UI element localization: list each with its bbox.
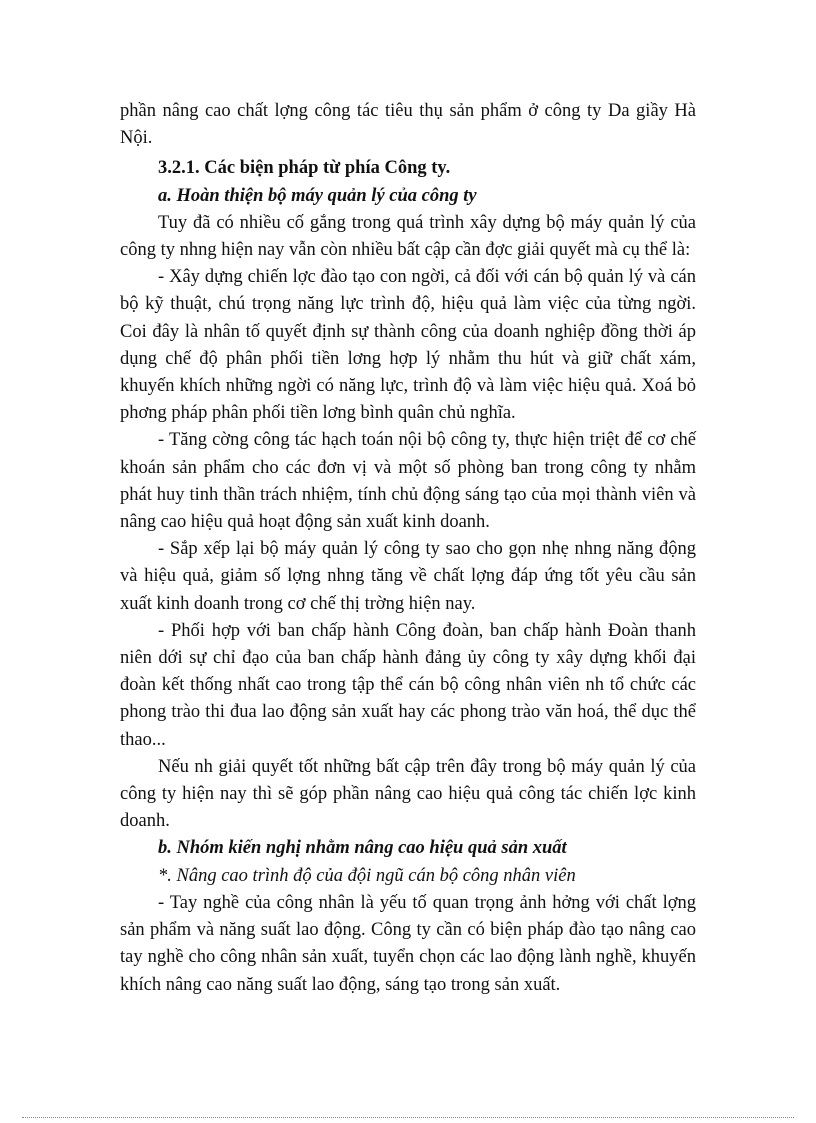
subsection-a-heading: a. Hoàn thiện bộ máy quản lý của công ty [158, 185, 477, 206]
subsection-b-subheading: *. Nâng cao trình độ của đội ngũ cán bộ công nhân viên [158, 865, 576, 886]
paragraph: - Tay nghề của công nhân là yếu tố quan trọng ảnh hởng với chất lợng sản phẩm và năng suất lao động. Công ty cần có biện pháp đào tạo nâng cao tay nghề cho công nhân sản xuất, tuyển chọn các lao động lành nghề, khuyến khích nâng cao năng suất lao động, sáng tạo trong sản xuất. [120, 892, 696, 995]
document-page [120, 98, 696, 999]
paragraph: - Tăng cờng công tác hạch toán nội bộ công ty, thực hiện triệt để cơ chế khoán sản phẩm cho các đơn vị và một số phòng ban trong công ty nhằm phát huy tinh thần trách nhiệm, tính chủ động sáng tạo của mọi thành viên và nâng cao hiệu quả hoạt động sản xuất kinh doanh. [120, 430, 696, 533]
paragraph: - Phối hợp với ban chấp hành Công đoàn, ban chấp hành Đoàn thanh niên dới sự chỉ đạo của ban chấp hành đảng ủy công ty xây dựng khối đại đoàn kết thống nhất cao trong tập thể cán bộ công nhân viên nh tổ chức các phong trào thi đua lao động sản xuất hay các phong trào văn hoá, thể dục thể thao... [120, 620, 696, 750]
intro-continuation-paragraph: phần nâng cao chất lợng công tác tiêu thụ sản phẩm ở công ty Da giầy Hà Nội. [120, 101, 696, 149]
subsection-b-heading: b. Nhóm kiến nghị nhằm nâng cao hiệu quả sản xuất [158, 838, 567, 859]
paragraph: - Sắp xếp lại bộ máy quản lý công ty sao cho gọn nhẹ nhng năng động và hiệu quả, giảm số lợng nhng tăng về chất lợng đáp ứng tốt yêu cầu sản xuất kinh doanh trong cơ chế thị trờng hiện nay. [120, 539, 696, 614]
section-heading: 3.2.1. Các biện pháp từ phía Công ty. [158, 158, 451, 179]
paragraph: Tuy đã có nhiều cố gắng trong quá trình xây dựng bộ máy quản lý của công ty nhng hiện nay vẫn còn nhiều bất cập cần đợc giải quyết mà cụ thể là: [120, 212, 696, 261]
paragraph: Nếu nh giải quyết tốt những bất cập trên đây trong bộ máy quản lý của công ty hiện nay thì sẽ góp phần nâng cao hiệu quả công tác chiến lợc kinh doanh. [120, 756, 696, 832]
paragraph: - Xây dựng chiến lợc đào tạo con ngời, cả đối với cán bộ quản lý và cán bộ kỹ thuật, chú trọng năng lực trình độ, hiệu quả làm việc của từng ngời. Coi đây là nhân tố quyết định sự thành công của doanh nghiệp đồng thời áp dụng chế độ phân phối tiền lơng hợp lý nhằm thu hút và giữ chất xám, khuyến khích những ngời có năng lực, trình độ và làm việc hiệu quả. Xoá bỏ phơng pháp phân phối tiền lơng bình quân chủ nghĩa. [120, 267, 696, 424]
footer-divider [22, 1117, 794, 1118]
